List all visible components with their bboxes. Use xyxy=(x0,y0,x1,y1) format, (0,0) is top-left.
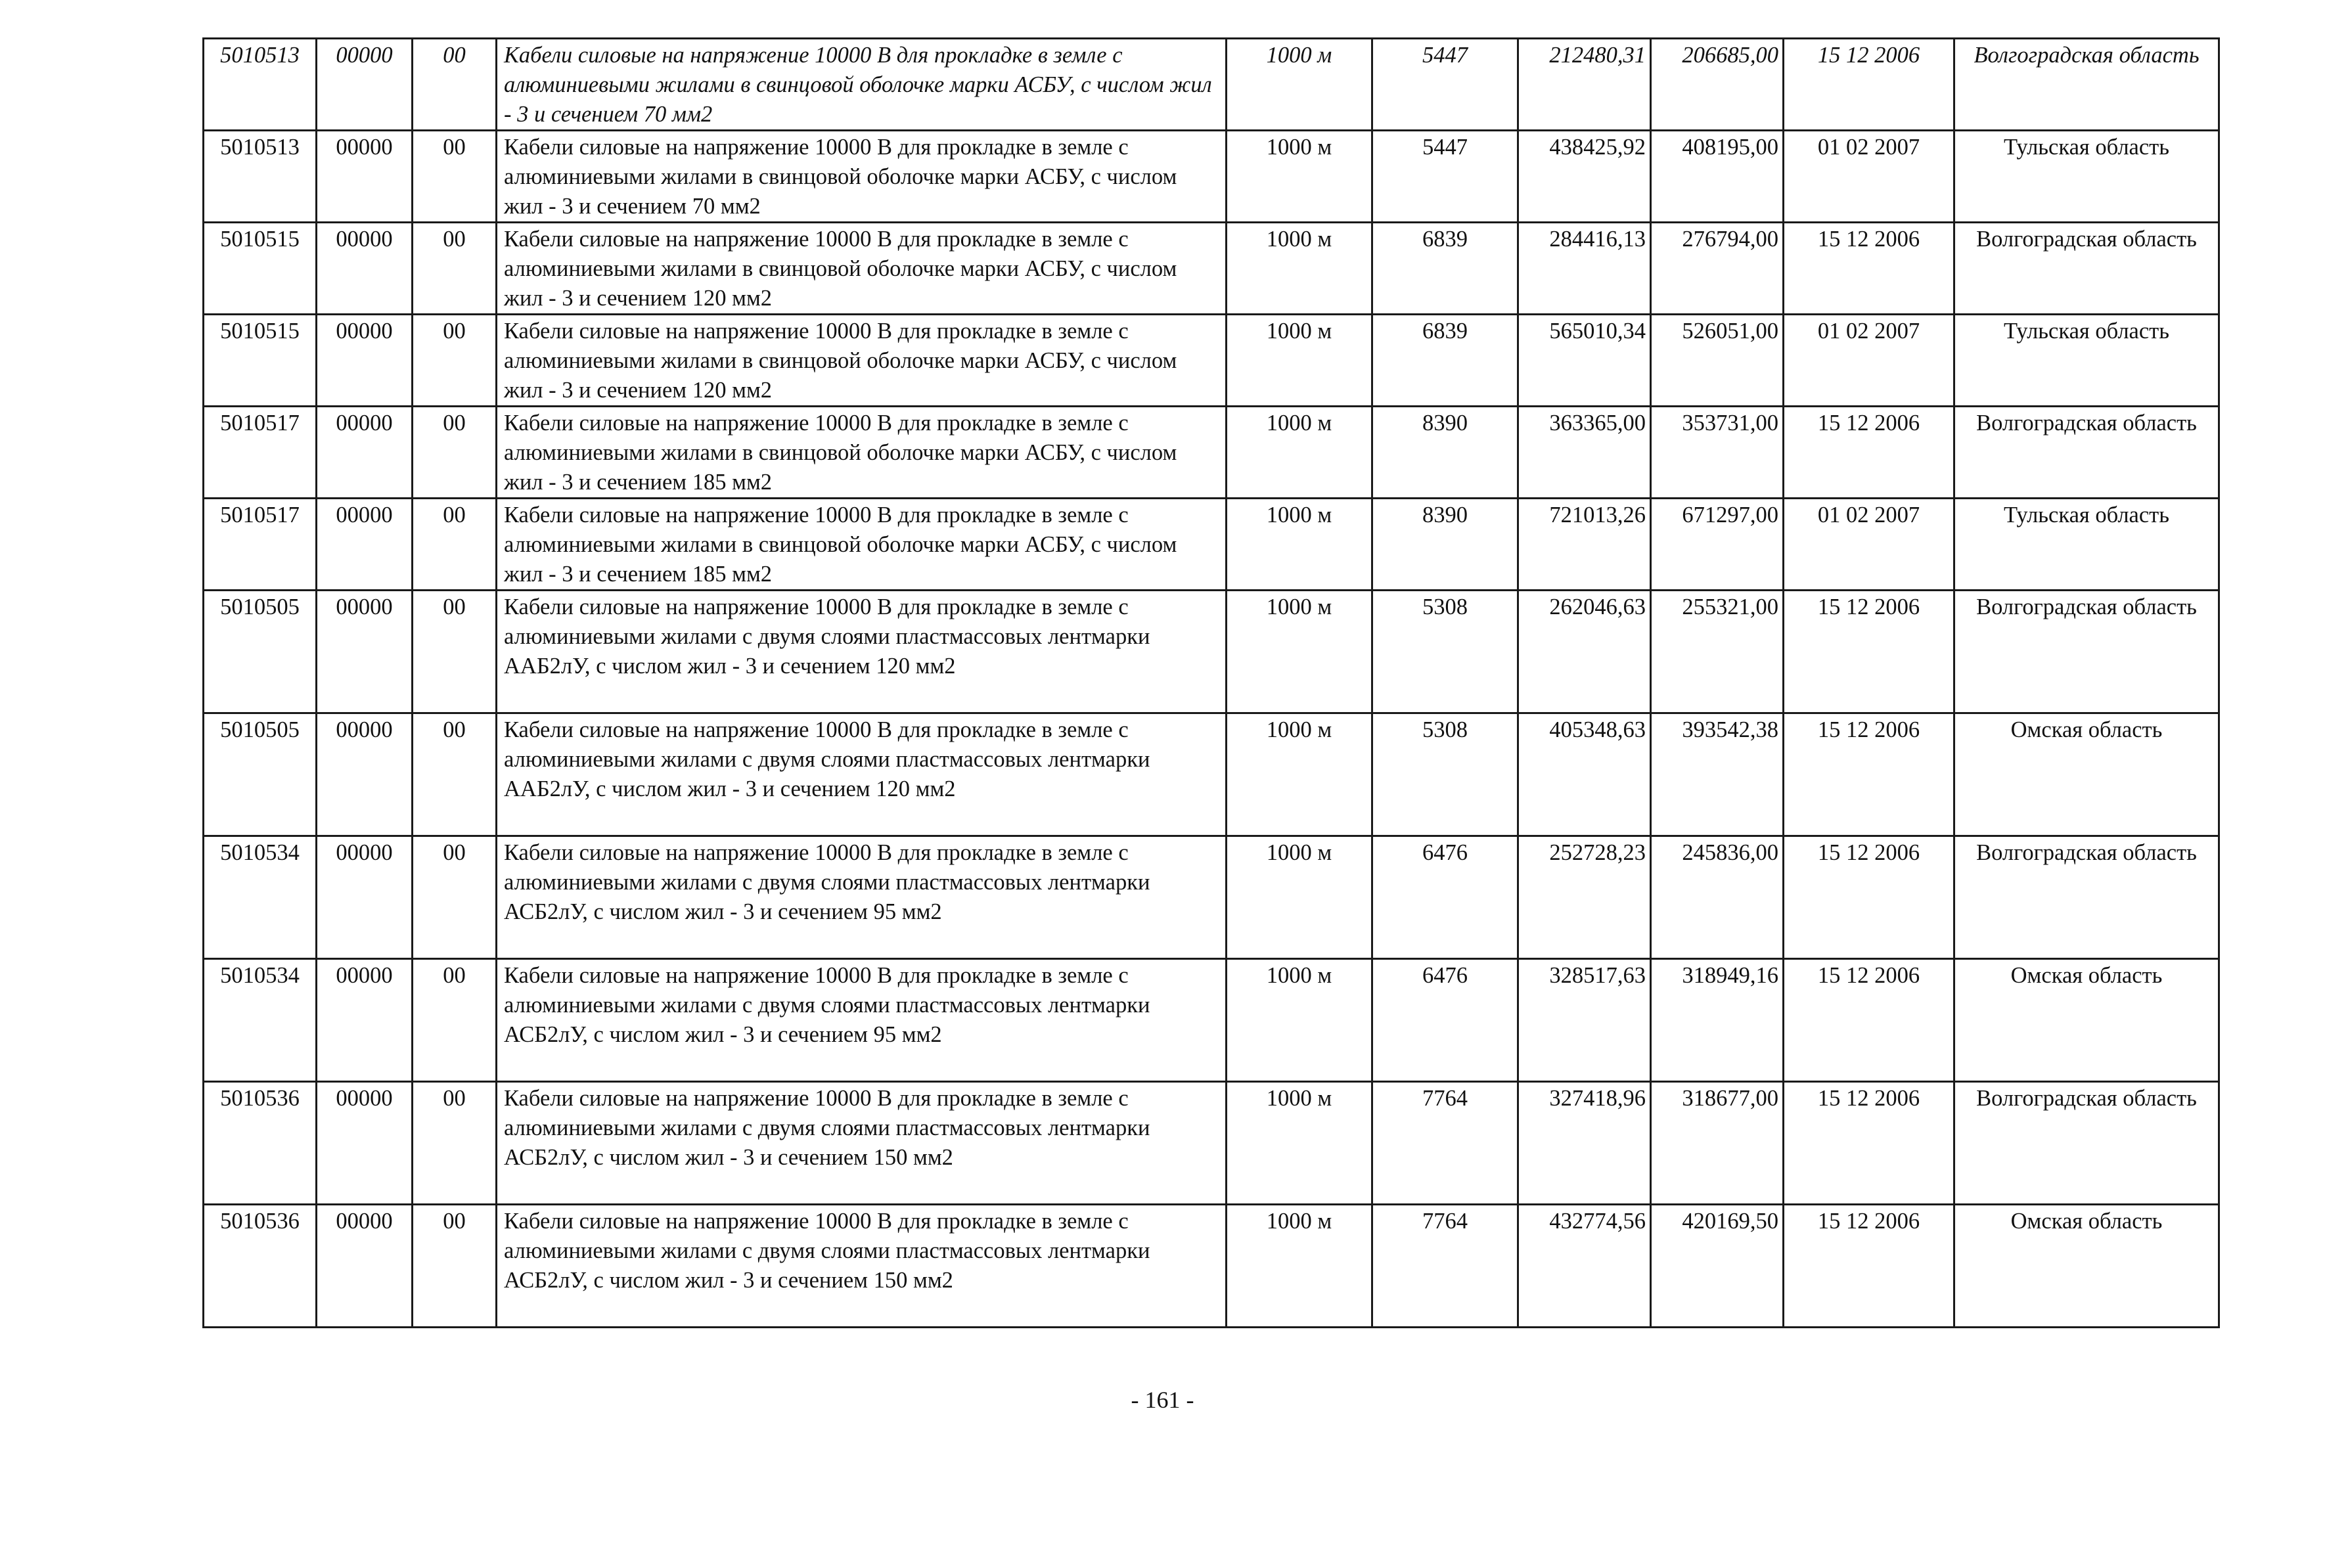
cell-code: 5010505 xyxy=(204,713,317,836)
cell-region: Волгоградская область xyxy=(1954,836,2219,959)
cell-subcode: 00000 xyxy=(317,315,413,407)
cell-code: 5010534 xyxy=(204,959,317,1082)
cell-variant: 00 xyxy=(413,836,497,959)
cell-variant: 00 xyxy=(413,131,497,223)
table-row xyxy=(204,836,2219,959)
cell-variant: 00 xyxy=(413,315,497,407)
cell-quantity: 5447 xyxy=(1372,131,1518,223)
table-row xyxy=(204,407,2219,499)
cell-subcode: 00000 xyxy=(317,407,413,499)
cell-quantity: 8390 xyxy=(1372,407,1518,499)
cell-subcode: 00000 xyxy=(317,959,413,1082)
cell-code: 5010515 xyxy=(204,223,317,315)
table-row xyxy=(204,499,2219,591)
cell-description: Кабели силовые на напряжение 10000 В для прокладке в земле с алюминиевыми жилами с двумя слоями пластмассовых лентмарки АСБ2лУ, с числом жил - 3 и сечением 150 мм2 xyxy=(497,1205,1227,1328)
cell-subcode: 00000 xyxy=(317,1205,413,1328)
cell-subcode: 00000 xyxy=(317,1082,413,1205)
page-number: - 161 - xyxy=(1131,1387,1194,1413)
cell-quantity: 6476 xyxy=(1372,959,1518,1082)
cell-description: Кабели силовые на напряжение 10000 В для прокладке в земле с алюминиевыми жилами с двумя слоями пластмассовых лентмарки АСБ2лУ, с числом жил - 3 и сечением 95 мм2 xyxy=(497,959,1227,1082)
cell-price-with-vat: 252728,23 xyxy=(1518,836,1651,959)
cell-region: Волгоградская область xyxy=(1954,223,2219,315)
cell-quantity: 5308 xyxy=(1372,591,1518,713)
cell-code: 5010513 xyxy=(204,39,317,131)
cell-date: 15 12 2006 xyxy=(1784,591,1954,713)
cell-date: 15 12 2006 xyxy=(1784,713,1954,836)
cell-date: 15 12 2006 xyxy=(1784,1082,1954,1205)
cell-unit: 1000 м xyxy=(1227,1082,1372,1205)
table-row xyxy=(204,713,2219,836)
cell-variant: 00 xyxy=(413,1082,497,1205)
cell-price: 255321,00 xyxy=(1651,591,1784,713)
table-row xyxy=(204,959,2219,1082)
cell-date: 15 12 2006 xyxy=(1784,959,1954,1082)
table-row xyxy=(204,131,2219,223)
cell-date: 01 02 2007 xyxy=(1784,499,1954,591)
cell-date: 15 12 2006 xyxy=(1784,223,1954,315)
cell-description: Кабели силовые на напряжение 10000 В для прокладке в земле с алюминиевыми жилами в свинцовой оболочке марки АСБУ, с числом жил - 3 и сечением 70 мм2 xyxy=(497,131,1227,223)
cell-region: Омская область xyxy=(1954,1205,2219,1328)
cell-unit: 1000 м xyxy=(1227,959,1372,1082)
cell-quantity: 6839 xyxy=(1372,315,1518,407)
cell-description: Кабели силовые на напряжение 10000 В для прокладке в земле с алюминиевыми жилами с двумя слоями пластмассовых лентмарки ААБ2лУ, с числом жил - 3 и сечением 120 мм2 xyxy=(497,713,1227,836)
cell-price-with-vat: 328517,63 xyxy=(1518,959,1651,1082)
cell-price: 206685,00 xyxy=(1651,39,1784,131)
table-row xyxy=(204,315,2219,407)
cell-region: Омская область xyxy=(1954,959,2219,1082)
cell-price: 353731,00 xyxy=(1651,407,1784,499)
table-row xyxy=(204,1082,2219,1205)
cell-price-with-vat: 327418,96 xyxy=(1518,1082,1651,1205)
cell-unit: 1000 м xyxy=(1227,591,1372,713)
cell-price-with-vat: 284416,13 xyxy=(1518,223,1651,315)
cell-unit: 1000 м xyxy=(1227,223,1372,315)
cell-region: Тульская область xyxy=(1954,315,2219,407)
cell-price-with-vat: 262046,63 xyxy=(1518,591,1651,713)
table-row xyxy=(204,223,2219,315)
cell-price: 318677,00 xyxy=(1651,1082,1784,1205)
cell-code: 5010536 xyxy=(204,1205,317,1328)
cell-price-with-vat: 212480,31 xyxy=(1518,39,1651,131)
cell-unit: 1000 м xyxy=(1227,836,1372,959)
cell-price: 276794,00 xyxy=(1651,223,1784,315)
cell-unit: 1000 м xyxy=(1227,131,1372,223)
cell-price: 420169,50 xyxy=(1651,1205,1784,1328)
cell-region: Омская область xyxy=(1954,713,2219,836)
cell-unit: 1000 м xyxy=(1227,407,1372,499)
cell-code: 5010513 xyxy=(204,131,317,223)
cell-price: 393542,38 xyxy=(1651,713,1784,836)
cell-variant: 00 xyxy=(413,407,497,499)
cell-price: 318949,16 xyxy=(1651,959,1784,1082)
cell-price: 245836,00 xyxy=(1651,836,1784,959)
cell-region: Волгоградская область xyxy=(1954,1082,2219,1205)
cell-price: 671297,00 xyxy=(1651,499,1784,591)
cell-date: 01 02 2007 xyxy=(1784,315,1954,407)
table-row xyxy=(204,591,2219,713)
cell-description: Кабели силовые на напряжение 10000 В для прокладке в земле с алюминиевыми жилами в свинцовой оболочке марки АСБУ, с числом жил - 3 и сечением 120 мм2 xyxy=(497,223,1227,315)
cell-price: 526051,00 xyxy=(1651,315,1784,407)
cell-date: 15 12 2006 xyxy=(1784,836,1954,959)
cell-date: 01 02 2007 xyxy=(1784,131,1954,223)
cell-subcode: 00000 xyxy=(317,713,413,836)
cell-price-with-vat: 565010,34 xyxy=(1518,315,1651,407)
cell-subcode: 00000 xyxy=(317,499,413,591)
cell-description: Кабели силовые на напряжение 10000 В для прокладке в земле с алюминиевыми жилами с двумя слоями пластмассовых лентмарки ААБ2лУ, с числом жил - 3 и сечением 120 мм2 xyxy=(497,591,1227,713)
cell-subcode: 00000 xyxy=(317,223,413,315)
cell-price-with-vat: 405348,63 xyxy=(1518,713,1651,836)
cell-code: 5010515 xyxy=(204,315,317,407)
cell-quantity: 8390 xyxy=(1372,499,1518,591)
cell-subcode: 00000 xyxy=(317,836,413,959)
cell-description: Кабели силовые на напряжение 10000 В для прокладке в земле с алюминиевыми жилами в свинцовой оболочке марки АСБУ, с числом жил - 3 и сечением 185 мм2 xyxy=(497,407,1227,499)
cell-subcode: 00000 xyxy=(317,131,413,223)
cell-description: Кабели силовые на напряжение 10000 В для прокладке в земле с алюминиевыми жилами с двумя слоями пластмассовых лентмарки АСБ2лУ, с числом жил - 3 и сечением 150 мм2 xyxy=(497,1082,1227,1205)
cell-variant: 00 xyxy=(413,713,497,836)
cell-price: 408195,00 xyxy=(1651,131,1784,223)
table-row xyxy=(204,1205,2219,1328)
cell-code: 5010517 xyxy=(204,499,317,591)
cell-quantity: 5308 xyxy=(1372,713,1518,836)
cell-code: 5010505 xyxy=(204,591,317,713)
cell-quantity: 7764 xyxy=(1372,1205,1518,1328)
cell-code: 5010536 xyxy=(204,1082,317,1205)
cell-unit: 1000 м xyxy=(1227,315,1372,407)
cell-date: 15 12 2006 xyxy=(1784,407,1954,499)
cell-variant: 00 xyxy=(413,591,497,713)
cell-price-with-vat: 438425,92 xyxy=(1518,131,1651,223)
cell-subcode: 00000 xyxy=(317,39,413,131)
cell-variant: 00 xyxy=(413,959,497,1082)
cell-unit: 1000 м xyxy=(1227,1205,1372,1328)
cell-unit: 1000 м xyxy=(1227,39,1372,131)
cell-unit: 1000 м xyxy=(1227,713,1372,836)
cell-code: 5010534 xyxy=(204,836,317,959)
table-row xyxy=(204,39,2219,131)
cell-price-with-vat: 363365,00 xyxy=(1518,407,1651,499)
cell-unit: 1000 м xyxy=(1227,499,1372,591)
cell-region: Тульская область xyxy=(1954,131,2219,223)
cell-description: Кабели силовые на напряжение 10000 В для прокладке в земле с алюминиевыми жилами в свинцовой оболочке марки АСБУ, с числом жил - 3 и сечением 120 мм2 xyxy=(497,315,1227,407)
cell-region: Волгоградская область xyxy=(1954,407,2219,499)
cell-code: 5010517 xyxy=(204,407,317,499)
cell-description: Кабели силовые на напряжение 10000 В для прокладке в земле с алюминиевыми жилами в свинцовой оболочке марки АСБУ, с числом жил - 3 и сечением 70 мм2 xyxy=(497,39,1227,131)
price-table xyxy=(202,37,2220,1328)
cell-region: Волгоградская область xyxy=(1954,591,2219,713)
cell-description: Кабели силовые на напряжение 10000 В для прокладке в земле с алюминиевыми жилами с двумя слоями пластмассовых лентмарки АСБ2лУ, с числом жил - 3 и сечением 95 мм2 xyxy=(497,836,1227,959)
cell-date: 15 12 2006 xyxy=(1784,39,1954,131)
cell-quantity: 6839 xyxy=(1372,223,1518,315)
cell-price-with-vat: 721013,26 xyxy=(1518,499,1651,591)
cell-variant: 00 xyxy=(413,39,497,131)
cell-quantity: 6476 xyxy=(1372,836,1518,959)
cell-quantity: 7764 xyxy=(1372,1082,1518,1205)
cell-date: 15 12 2006 xyxy=(1784,1205,1954,1328)
cell-variant: 00 xyxy=(413,1205,497,1328)
cell-description: Кабели силовые на напряжение 10000 В для прокладке в земле с алюминиевыми жилами в свинцовой оболочке марки АСБУ, с числом жил - 3 и сечением 185 мм2 xyxy=(497,499,1227,591)
cell-price-with-vat: 432774,56 xyxy=(1518,1205,1651,1328)
cell-subcode: 00000 xyxy=(317,591,413,713)
cell-region: Волгоградская область xyxy=(1954,39,2219,131)
cell-region: Тульская область xyxy=(1954,499,2219,591)
cell-variant: 00 xyxy=(413,499,497,591)
cell-variant: 00 xyxy=(413,223,497,315)
cell-quantity: 5447 xyxy=(1372,39,1518,131)
